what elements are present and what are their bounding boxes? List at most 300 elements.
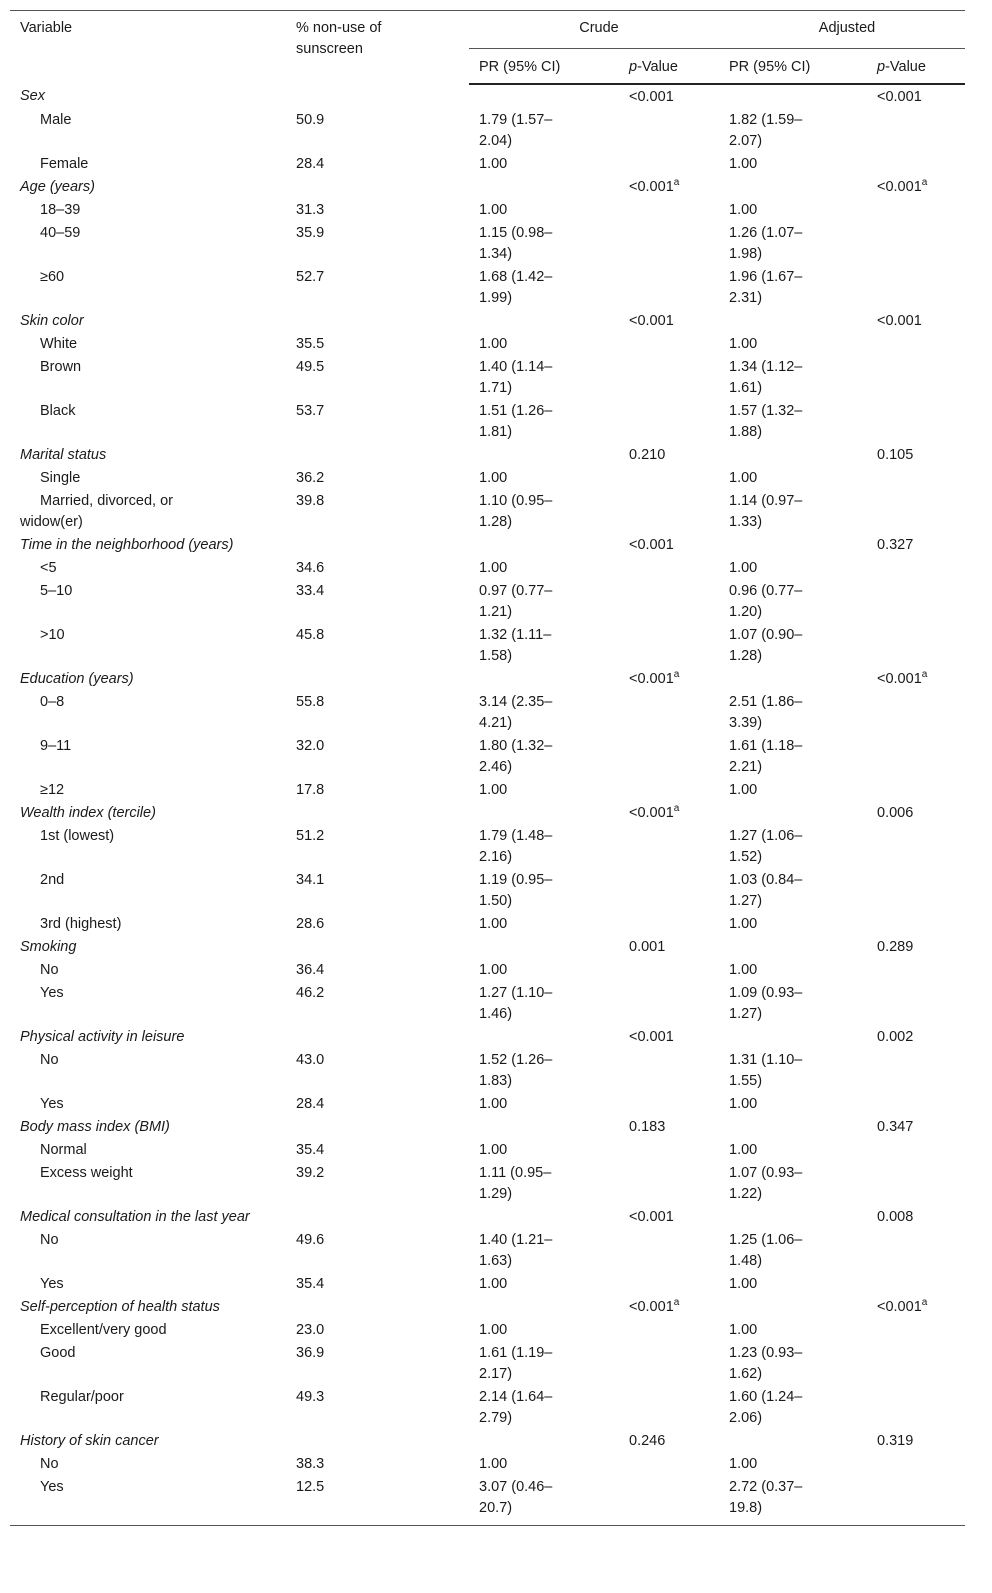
crude-pr-value-text: 1.51 (1.26–1.81) [479, 403, 553, 440]
crude-pr-value [469, 556, 619, 579]
adjusted-pr-value-text: 1.27 (1.06–1.52) [729, 828, 803, 865]
row-label: Black [40, 403, 76, 419]
crude-pr-value [469, 152, 619, 175]
crude-pr-value-text: 1.80 (1.32–2.46) [479, 738, 553, 775]
crude-pr-value [469, 332, 619, 355]
crude-pr-value [469, 1138, 619, 1161]
table-body [10, 84, 965, 1526]
adjusted-pr-value [719, 734, 867, 778]
table-row [10, 958, 965, 981]
adjusted-pr-value [719, 1092, 867, 1115]
adjusted-p-value [867, 84, 965, 108]
category-label-text: Skin color [20, 313, 84, 329]
empty-cell [619, 1048, 719, 1092]
crude-p-value-text: <0.001 [629, 1209, 674, 1225]
adjusted-p-value [867, 1115, 965, 1138]
crude-p-value [619, 935, 719, 958]
pct-value: 49.3 [296, 1389, 325, 1405]
row-label: 2nd [40, 872, 65, 888]
category-row [10, 1025, 965, 1048]
table-row [10, 912, 965, 935]
empty-cell [469, 801, 619, 824]
table-row [10, 265, 965, 309]
header-non-use [286, 11, 469, 85]
empty-cell [619, 958, 719, 981]
adjusted-pr-value [719, 1341, 867, 1385]
crude-pr-value [469, 981, 619, 1025]
adjusted-p-value [867, 443, 965, 466]
crude-pr-value [469, 1161, 619, 1205]
crude-pr-value [469, 1092, 619, 1115]
table-row [10, 824, 965, 868]
crude-p-value [619, 1429, 719, 1452]
pct-value: 38.3 [296, 1456, 325, 1472]
footnote-marker: a [921, 1297, 928, 1309]
category-label [10, 667, 286, 690]
crude-pr-value [469, 265, 619, 309]
footnote-marker: a [921, 177, 928, 189]
adjusted-pr-value-text: 1.82 (1.59–2.07) [729, 112, 803, 149]
header-variable: Variable [10, 11, 286, 85]
crude-pr-value [469, 1341, 619, 1385]
adjusted-p-value-text: 0.105 [877, 447, 914, 463]
crude-pr-value [469, 868, 619, 912]
empty-cell [719, 667, 867, 690]
empty-cell [867, 1475, 965, 1526]
footnote-marker: a [673, 177, 680, 189]
adjusted-pr-value [719, 556, 867, 579]
table-row [10, 108, 965, 152]
adjusted-pr-value [719, 152, 867, 175]
crude-pr-value-text: 1.00 [479, 560, 508, 576]
crude-pr-value-text: 1.00 [479, 916, 508, 932]
empty-cell [867, 556, 965, 579]
crude-p-value-text: <0.001 [629, 805, 674, 821]
adjusted-pr-value-text: 1.96 (1.67–2.31) [729, 269, 803, 306]
crude-pr-value-text: 3.07 (0.46–20.7) [479, 1479, 553, 1516]
crude-p-value [619, 175, 719, 198]
crude-pr-value [469, 734, 619, 778]
adjusted-pr-value [719, 1138, 867, 1161]
table-row [10, 981, 965, 1025]
pct-value: 23.0 [296, 1322, 325, 1338]
category-label-text: Medical consultation in the last year [20, 1209, 250, 1225]
adjusted-p-value [867, 1025, 965, 1048]
adjusted-pr-value [719, 355, 867, 399]
crude-p-value [619, 801, 719, 824]
row-label: 5–10 [40, 583, 73, 599]
category-row [10, 1205, 965, 1228]
adjusted-pr-value [719, 623, 867, 667]
empty-cell [867, 912, 965, 935]
adjusted-pr-value-text: 1.60 (1.24–2.06) [729, 1389, 803, 1426]
pct-value: 55.8 [296, 694, 325, 710]
row-label: No [40, 962, 59, 978]
crude-pr-value [469, 778, 619, 801]
pct-value: 39.8 [296, 493, 325, 509]
adjusted-pr-value [719, 221, 867, 265]
adjusted-p-value-text: 0.008 [877, 1209, 914, 1225]
adjusted-pr-value [719, 824, 867, 868]
adjusted-pr-value [719, 265, 867, 309]
row-label: Single [40, 470, 81, 486]
crude-pr-value-text: 1.00 [479, 202, 508, 218]
category-label [10, 309, 286, 332]
row-label: No [40, 1052, 59, 1068]
crude-p-value [619, 533, 719, 556]
row-label: Yes [10, 1475, 286, 1526]
crude-p-value-text: 0.210 [629, 447, 666, 463]
adjusted-pr-value [719, 1161, 867, 1205]
pct-value: 36.4 [296, 962, 325, 978]
category-label [10, 1115, 286, 1138]
crude-p-value-text: 0.001 [629, 939, 666, 955]
empty-cell [619, 152, 719, 175]
crude-pr-value-text: 1.61 (1.19–2.17) [479, 1345, 553, 1382]
empty-cell [867, 108, 965, 152]
empty-cell [867, 489, 965, 533]
category-label-text: Smoking [20, 939, 77, 955]
crude-p-value-text: <0.001 [629, 313, 674, 329]
category-label [10, 1205, 286, 1228]
crude-pr-value [469, 690, 619, 734]
adjusted-pr-value [719, 958, 867, 981]
pct-value: 31.3 [296, 202, 325, 218]
empty-cell [719, 175, 867, 198]
adjusted-p-value [867, 935, 965, 958]
results-table-container [10, 10, 965, 1526]
empty-cell [719, 935, 867, 958]
table-row [10, 868, 965, 912]
empty-cell [286, 1429, 469, 1452]
crude-pr-value [469, 489, 619, 533]
empty-cell [867, 958, 965, 981]
row-label: No [40, 1232, 59, 1248]
adjusted-p-value-text: <0.001 [877, 313, 922, 329]
empty-cell [867, 579, 965, 623]
empty-cell [619, 824, 719, 868]
table-header [10, 11, 965, 85]
empty-cell [619, 1272, 719, 1295]
pct-value: 45.8 [296, 627, 325, 643]
header-crude-pr: PR (95% CI) [469, 49, 619, 85]
adjusted-p-value [867, 175, 965, 198]
adjusted-pr-value [719, 579, 867, 623]
table-row [10, 579, 965, 623]
crude-pr-value [469, 355, 619, 399]
category-row [10, 935, 965, 958]
row-label: <5 [40, 560, 57, 576]
table-row [10, 332, 965, 355]
adjusted-pr-value [719, 108, 867, 152]
row-label: White [40, 336, 78, 352]
empty-cell [719, 1295, 867, 1318]
empty-cell [469, 84, 619, 108]
row-label: No [40, 1456, 59, 1472]
empty-cell [867, 1138, 965, 1161]
adjusted-pr-value [719, 912, 867, 935]
row-label: Yes [40, 1276, 64, 1292]
empty-cell [619, 1092, 719, 1115]
pct-value: 49.6 [296, 1232, 325, 1248]
empty-cell [619, 579, 719, 623]
category-row [10, 667, 965, 690]
crude-p-value-text: 0.246 [629, 1433, 666, 1449]
empty-cell [286, 1025, 469, 1048]
crude-pr-value [469, 579, 619, 623]
header-adjusted-pr: PR (95% CI) [719, 49, 867, 85]
adjusted-pr-value [719, 868, 867, 912]
adjusted-pr-value-text: 1.23 (0.93–1.62) [729, 1345, 803, 1382]
adjusted-pr-value-text: 1.00 [729, 1142, 758, 1158]
adjusted-pr-value-text: 1.00 [729, 1322, 758, 1338]
prevalence-ratio-table [10, 10, 965, 1526]
category-label [10, 533, 286, 556]
adjusted-pr-value-text: 1.00 [729, 1096, 758, 1112]
adjusted-pr-value-text: 2.51 (1.86–3.39) [729, 694, 803, 731]
row-label: 40–59 [40, 225, 81, 241]
empty-cell [619, 734, 719, 778]
adjusted-pr-value [719, 1048, 867, 1092]
adjusted-pr-value-text: 1.00 [729, 470, 758, 486]
table-row [10, 690, 965, 734]
crude-p-value-text: 0.183 [629, 1119, 666, 1135]
crude-pr-value-text: 1.79 (1.57–2.04) [479, 112, 553, 149]
empty-cell [619, 1161, 719, 1205]
empty-cell [619, 1318, 719, 1341]
table-row [10, 623, 965, 667]
row-label: Good [40, 1345, 76, 1361]
category-label-text: Age (years) [20, 179, 95, 195]
category-row [10, 1429, 965, 1452]
table-row [10, 556, 965, 579]
category-label [10, 175, 286, 198]
empty-cell [867, 152, 965, 175]
empty-cell [867, 1341, 965, 1385]
adjusted-p-value [867, 1205, 965, 1228]
crude-pr-value-text: 1.79 (1.48–2.16) [479, 828, 553, 865]
adjusted-pr-value-text: 1.00 [729, 336, 758, 352]
empty-cell [286, 309, 469, 332]
crude-pr-value-text: 1.00 [479, 962, 508, 978]
pct-value: 49.5 [296, 359, 325, 375]
header-non-use-text: % non-use of sunscreen [296, 20, 382, 57]
header-adjusted: Adjusted [719, 11, 965, 49]
category-label-text: Sex [20, 88, 45, 104]
crude-pr-value [469, 1452, 619, 1475]
row-label-text: Married, divorced, or widow(er) [20, 493, 173, 530]
pct-value: 50.9 [296, 112, 325, 128]
crude-pr-value [469, 1318, 619, 1341]
table-row [10, 1452, 965, 1475]
crude-p-value-text: <0.001 [629, 537, 674, 553]
category-row [10, 84, 965, 108]
crude-p-value [619, 1205, 719, 1228]
empty-cell [719, 1115, 867, 1138]
empty-cell [286, 84, 469, 108]
adjusted-pr-value-text: 1.57 (1.32–1.88) [729, 403, 803, 440]
row-label: Excellent/very good [40, 1322, 167, 1338]
empty-cell [867, 1092, 965, 1115]
empty-cell [619, 399, 719, 443]
table-row [10, 1161, 965, 1205]
adjusted-pr-value [719, 1272, 867, 1295]
pct-value: 28.4 [296, 156, 325, 172]
pct-value: 53.7 [296, 403, 325, 419]
empty-cell [867, 981, 965, 1025]
category-label-text: Education (years) [20, 671, 134, 687]
table-row [10, 1048, 965, 1092]
empty-cell [286, 667, 469, 690]
crude-pr-value-text: 1.10 (0.95–1.28) [479, 493, 553, 530]
row-label: Regular/poor [40, 1389, 124, 1405]
row-label: 18–39 [40, 202, 81, 218]
table-row [10, 1318, 965, 1341]
adjusted-pr-value-text: 1.09 (0.93–1.27) [729, 985, 803, 1022]
adjusted-p-value-text: <0.001 [877, 179, 922, 195]
category-row [10, 175, 965, 198]
pct-value: 32.0 [296, 738, 325, 754]
adjusted-pr-value [719, 198, 867, 221]
empty-cell [619, 108, 719, 152]
adjusted-p-value [867, 533, 965, 556]
row-label: 1st (lowest) [40, 828, 115, 844]
empty-cell [619, 489, 719, 533]
adjusted-pr-value-text: 1.61 (1.18–2.21) [729, 738, 803, 775]
empty-cell [719, 801, 867, 824]
empty-cell [619, 1228, 719, 1272]
crude-pr-value-text: 0.97 (0.77–1.21) [479, 583, 553, 620]
footnote-marker: a [673, 803, 680, 815]
adjusted-pr-value-text: 1.03 (0.84–1.27) [729, 872, 803, 909]
crude-pr-value-text: 1.00 [479, 1322, 508, 1338]
row-label: ≥12 [40, 782, 65, 798]
crude-pr-value-text: 1.68 (1.42–1.99) [479, 269, 553, 306]
crude-pr-value-text: 1.00 [479, 1456, 508, 1472]
crude-p-value-text: <0.001 [629, 1299, 674, 1315]
adjusted-p-value [867, 667, 965, 690]
crude-pr-value [469, 1048, 619, 1092]
adjusted-pr-value-text: 1.14 (0.97–1.33) [729, 493, 803, 530]
adjusted-p-value-text: 0.319 [877, 1433, 914, 1449]
adjusted-pr-value-text: 1.26 (1.07–1.98) [729, 225, 803, 262]
table-row [10, 1341, 965, 1385]
row-label: 9–11 [40, 738, 72, 754]
table-row [10, 198, 965, 221]
table-row [10, 399, 965, 443]
adjusted-p-value [867, 801, 965, 824]
crude-pr-value [469, 198, 619, 221]
header-crude-p [619, 49, 719, 85]
empty-cell [719, 1429, 867, 1452]
empty-cell [867, 265, 965, 309]
empty-cell [619, 332, 719, 355]
row-label: 3rd (highest) [40, 916, 122, 932]
pct-value: 28.4 [296, 1096, 325, 1112]
adjusted-pr-value [719, 332, 867, 355]
empty-cell [867, 1272, 965, 1295]
category-row [10, 309, 965, 332]
pct-value: 12.5 [286, 1475, 469, 1526]
empty-cell [286, 443, 469, 466]
empty-cell [619, 556, 719, 579]
category-label [10, 1295, 286, 1318]
empty-cell [867, 1385, 965, 1429]
crude-pr-value-text: 1.00 [479, 156, 508, 172]
adjusted-pr-value-text: 1.31 (1.10–1.55) [729, 1052, 803, 1089]
category-label-text: Body mass index (BMI) [20, 1119, 170, 1135]
header-crude: Crude [469, 11, 719, 49]
category-label-text: History of skin cancer [20, 1433, 159, 1449]
adjusted-p-value [867, 309, 965, 332]
pct-value: 35.5 [296, 336, 325, 352]
adjusted-pr-value [719, 981, 867, 1025]
footnote-marker: a [673, 1297, 680, 1309]
empty-cell [867, 399, 965, 443]
pct-value: 34.1 [296, 872, 325, 888]
empty-cell [719, 1025, 867, 1048]
table-row [10, 778, 965, 801]
adjusted-pr-value-text: 1.34 (1.12–1.61) [729, 359, 803, 396]
header-p-italic: p [877, 59, 886, 75]
empty-cell [719, 84, 867, 108]
crude-pr-value-text: 1.00 [479, 470, 508, 486]
row-label: Normal [40, 1142, 87, 1158]
adjusted-p-value [867, 1295, 965, 1318]
row-label: Female [40, 156, 89, 172]
pct-value: 35.4 [296, 1276, 325, 1292]
adjusted-pr-value-text: 1.00 [729, 202, 758, 218]
crude-p-value [619, 1295, 719, 1318]
empty-cell [619, 623, 719, 667]
category-label-text: Physical activity in leisure [20, 1029, 185, 1045]
empty-cell [619, 355, 719, 399]
category-label-text: Self-perception of health status [20, 1299, 220, 1315]
empty-cell [286, 1115, 469, 1138]
adjusted-pr-value [719, 1475, 867, 1526]
category-label [10, 801, 286, 824]
crude-p-value [619, 1025, 719, 1048]
row-label: Brown [40, 359, 82, 375]
crude-pr-value [469, 623, 619, 667]
adjusted-pr-value [719, 778, 867, 801]
adjusted-pr-value-text: 1.00 [729, 560, 758, 576]
category-label-text: Time in the neighborhood (years) [20, 537, 234, 553]
crude-pr-value [469, 466, 619, 489]
adjusted-pr-value-text: 1.00 [729, 916, 758, 932]
empty-cell [286, 935, 469, 958]
empty-cell [469, 1025, 619, 1048]
table-row [10, 1475, 965, 1526]
crude-p-value [619, 1115, 719, 1138]
crude-pr-value-text: 1.27 (1.10–1.46) [479, 985, 553, 1022]
crude-pr-value [469, 1475, 619, 1526]
empty-cell [619, 868, 719, 912]
category-row [10, 533, 965, 556]
category-row [10, 1295, 965, 1318]
header-p-suffix: -Value [885, 59, 926, 75]
crude-p-value [619, 667, 719, 690]
empty-cell [867, 623, 965, 667]
empty-cell [867, 868, 965, 912]
pct-value: 51.2 [296, 828, 325, 844]
table-row [10, 1138, 965, 1161]
table-row [10, 221, 965, 265]
adjusted-pr-value [719, 1452, 867, 1475]
adjusted-pr-value-text: 2.72 (0.37–19.8) [729, 1479, 803, 1516]
pct-value: 43.0 [296, 1052, 325, 1068]
pct-value: 35.4 [296, 1142, 325, 1158]
